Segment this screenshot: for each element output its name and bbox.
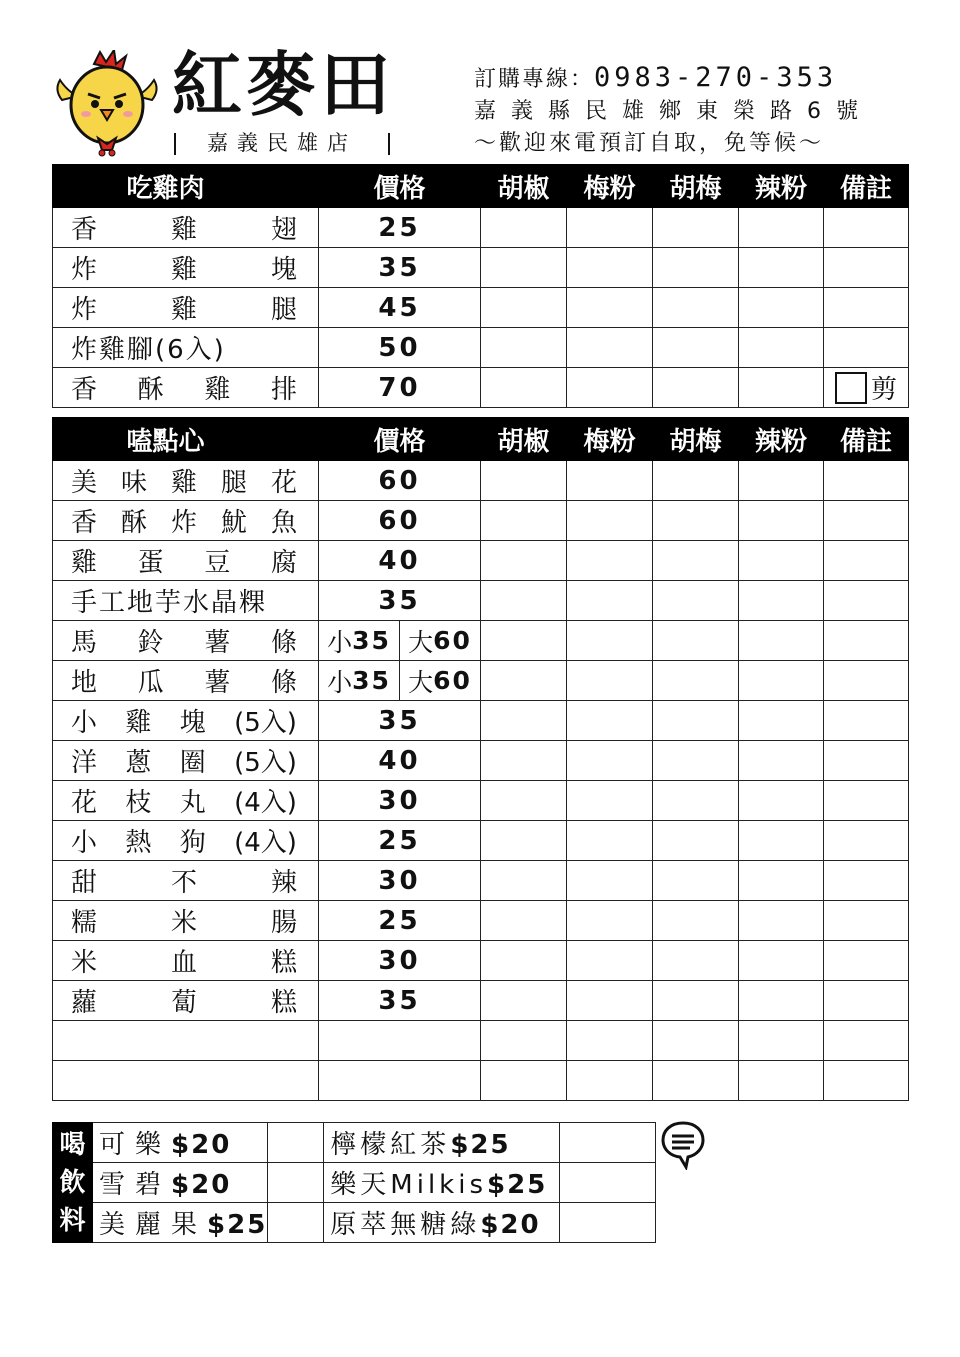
drink-price: $20 xyxy=(171,1130,232,1160)
item-name-cell xyxy=(53,248,319,288)
large-price-value: 60 xyxy=(433,626,472,655)
item-name: 雞 蛋 豆 腐 xyxy=(71,548,297,578)
small-price-value: 35 xyxy=(352,666,391,695)
snack-note-cell[interactable] xyxy=(824,941,909,981)
chicken-note-cell[interactable] xyxy=(824,328,909,368)
snack-note-cell[interactable] xyxy=(824,501,909,541)
snack-pepper-plum-cell[interactable] xyxy=(653,741,739,781)
snack-row xyxy=(53,861,909,901)
drink-qty-cell[interactable] xyxy=(560,1203,656,1243)
chicken-pepper-plum-cell[interactable] xyxy=(653,248,739,288)
item-price: 60 xyxy=(319,461,481,501)
chicken-header-price: 價格 xyxy=(319,165,481,208)
snack-pepper-plum-cell[interactable] xyxy=(653,701,739,741)
phone-number[interactable]: 0983-270-353 xyxy=(594,62,838,93)
chicken-plum-cell[interactable] xyxy=(567,208,653,248)
snack-plum-cell[interactable] xyxy=(567,861,653,901)
snack-pepper-plum-cell[interactable] xyxy=(653,781,739,821)
chicken-note-cell[interactable] xyxy=(824,248,909,288)
item-name-cell xyxy=(53,661,319,701)
large-price xyxy=(399,661,480,700)
blank-plum-cell[interactable] xyxy=(567,1021,653,1061)
chicken-row xyxy=(53,328,909,368)
blank-pepper-plum-cell[interactable] xyxy=(653,1021,739,1061)
snack-spicy-cell[interactable] xyxy=(739,581,824,621)
large-label: 大 xyxy=(408,627,434,657)
chicken-note-cell[interactable] xyxy=(824,368,909,408)
chicken-pepper-cell[interactable] xyxy=(481,368,567,408)
item-name-cell xyxy=(53,781,319,821)
snack-pepper-plum-cell[interactable] xyxy=(653,901,739,941)
chicken-mascot-icon xyxy=(52,50,162,160)
snack-plum-cell[interactable] xyxy=(567,461,653,501)
chicken-header-row xyxy=(53,165,909,208)
drinks-title-char: 喝 xyxy=(59,1129,86,1160)
snack-row xyxy=(53,821,909,861)
item-price: 70 xyxy=(319,368,481,408)
snack-spicy-cell[interactable] xyxy=(739,501,824,541)
snack-pepper-cell[interactable] xyxy=(481,861,567,901)
snack-note-cell[interactable] xyxy=(824,981,909,1021)
item-name: 炸雞腳(6入) xyxy=(71,335,226,365)
phone-label: 訂購專線： xyxy=(474,67,595,92)
item-name: 糯 米 腸 xyxy=(71,908,297,938)
item-price: 40 xyxy=(319,541,481,581)
snack-plum-cell[interactable] xyxy=(567,661,653,701)
item-name-cell xyxy=(53,861,319,901)
snack-note-cell[interactable] xyxy=(824,781,909,821)
chicken-pepper-cell[interactable] xyxy=(481,248,567,288)
snack-row xyxy=(53,621,909,661)
snack-pepper-cell[interactable] xyxy=(481,621,567,661)
snack-note-cell[interactable] xyxy=(824,861,909,901)
branch-name: 嘉義民雄店 xyxy=(172,128,392,158)
chicken-header-name: 吃雞肉 xyxy=(53,165,319,208)
drink-price: $20 xyxy=(171,1170,232,1200)
snack-spicy-cell[interactable] xyxy=(739,741,824,781)
snack-row xyxy=(53,941,909,981)
snack-pepper-cell[interactable] xyxy=(481,501,567,541)
snack-row xyxy=(53,541,909,581)
blank-name-cell[interactable] xyxy=(53,1021,319,1061)
snack-pepper-cell[interactable] xyxy=(481,741,567,781)
chicken-row xyxy=(53,248,909,288)
blank-row xyxy=(53,1021,909,1061)
snack-table xyxy=(52,417,909,1101)
snack-row xyxy=(53,781,909,821)
item-name: 馬 鈴 薯 條 xyxy=(71,628,297,658)
snack-spicy-cell[interactable] xyxy=(739,621,824,661)
item-name-cell xyxy=(53,461,319,501)
item-name-cell xyxy=(53,741,319,781)
item-name-cell xyxy=(53,501,319,541)
drink-item xyxy=(324,1163,560,1203)
snack-plum-cell[interactable] xyxy=(567,941,653,981)
snack-row xyxy=(53,981,909,1021)
chicken-pepper-plum-cell[interactable] xyxy=(653,208,739,248)
chicken-spicy-cell[interactable] xyxy=(739,208,824,248)
snack-plum-cell[interactable] xyxy=(567,781,653,821)
welcome-note: ～歡迎來電預訂自取，免等候～ xyxy=(474,131,825,156)
item-name-cell xyxy=(53,208,319,248)
snack-spicy-cell[interactable] xyxy=(739,821,824,861)
snack-pepper-plum-cell[interactable] xyxy=(653,541,739,581)
item-name-cell xyxy=(53,581,319,621)
drink-qty-cell[interactable] xyxy=(560,1123,656,1163)
snack-pepper-plum-cell[interactable] xyxy=(653,621,739,661)
item-name: 炸 雞 腿 xyxy=(71,295,297,325)
snack-pepper-plum-cell[interactable] xyxy=(653,581,739,621)
snack-header-pepper: 胡椒 xyxy=(481,418,567,461)
drink-item xyxy=(93,1203,268,1243)
blank-pepper-cell[interactable] xyxy=(481,1021,567,1061)
snack-pepper-cell[interactable] xyxy=(481,461,567,501)
chicken-row xyxy=(53,368,909,408)
drinks-table xyxy=(52,1122,656,1243)
snack-pepper-cell[interactable] xyxy=(481,541,567,581)
chicken-spicy-cell[interactable] xyxy=(739,368,824,408)
drink-item xyxy=(93,1123,268,1163)
item-price: 30 xyxy=(319,941,481,981)
snack-note-cell[interactable] xyxy=(824,621,909,661)
item-name-cell xyxy=(53,901,319,941)
item-name-cell xyxy=(53,981,319,1021)
item-name-cell xyxy=(53,821,319,861)
snack-header-row xyxy=(53,418,909,461)
drink-item xyxy=(324,1123,560,1163)
snack-pepper-cell[interactable] xyxy=(481,581,567,621)
chicken-plum-cell[interactable] xyxy=(567,288,653,328)
item-name: 蘿 蔔 糕 xyxy=(71,988,297,1018)
drink-qty-cell[interactable] xyxy=(560,1163,656,1203)
snack-pepper-plum-cell[interactable] xyxy=(653,461,739,501)
drink-row xyxy=(53,1203,656,1243)
snack-plum-cell[interactable] xyxy=(567,541,653,581)
snack-note-cell[interactable] xyxy=(824,901,909,941)
chicken-header-pepper: 胡椒 xyxy=(481,165,567,208)
drink-qty-cell[interactable] xyxy=(268,1163,324,1203)
snack-pepper-plum-cell[interactable] xyxy=(653,861,739,901)
drink-row xyxy=(53,1163,656,1203)
item-name-cell xyxy=(53,288,319,328)
snack-plum-cell[interactable] xyxy=(567,741,653,781)
chicken-pepper-plum-cell[interactable] xyxy=(653,368,739,408)
chicken-row xyxy=(53,288,909,328)
chicken-pepper-plum-cell[interactable] xyxy=(653,288,739,328)
snack-spicy-cell[interactable] xyxy=(739,701,824,741)
snack-note-cell[interactable] xyxy=(824,701,909,741)
phone-line xyxy=(474,62,898,96)
large-price xyxy=(399,621,480,660)
drink-name: 樂天Milkis xyxy=(330,1170,488,1200)
brand-name: 紅麥田 xyxy=(172,44,394,126)
item-name: 地 瓜 薯 條 xyxy=(71,668,297,698)
snack-pepper-cell[interactable] xyxy=(481,821,567,861)
chicken-pepper-cell[interactable] xyxy=(481,288,567,328)
snack-header-pepper-plum: 胡梅 xyxy=(653,418,739,461)
blank-name-cell[interactable] xyxy=(53,1061,319,1101)
snack-pepper-cell[interactable] xyxy=(481,701,567,741)
drink-qty-cell[interactable] xyxy=(268,1203,324,1243)
snack-pepper-cell[interactable] xyxy=(481,981,567,1021)
item-name: 香 雞 翅 xyxy=(71,215,297,245)
large-label: 大 xyxy=(408,667,434,697)
chicken-spicy-cell[interactable] xyxy=(739,248,824,288)
speech-bubble-icon xyxy=(660,1120,706,1170)
item-name-cell xyxy=(53,621,319,661)
snack-spicy-cell[interactable] xyxy=(739,461,824,501)
item-name: 香 酥 雞 排 xyxy=(71,375,297,405)
blank-note-cell[interactable] xyxy=(824,1061,909,1101)
item-price: 25 xyxy=(319,208,481,248)
drink-price: $25 xyxy=(487,1170,548,1200)
item-price: 25 xyxy=(319,821,481,861)
drink-name: 雪碧 xyxy=(99,1170,172,1200)
snack-row xyxy=(53,461,909,501)
snack-note-cell[interactable] xyxy=(824,581,909,621)
drink-name: 美麗果 xyxy=(99,1210,208,1240)
snack-plum-cell[interactable] xyxy=(567,821,653,861)
chicken-pepper-cell[interactable] xyxy=(481,208,567,248)
item-price: 35 xyxy=(319,701,481,741)
snack-pepper-cell[interactable] xyxy=(481,661,567,701)
item-name: 小 熱 狗 (4入) xyxy=(71,828,297,858)
item-price: 35 xyxy=(319,248,481,288)
chicken-table xyxy=(52,164,909,408)
snack-spicy-cell[interactable] xyxy=(739,941,824,981)
item-name: 花 枝 丸 (4入) xyxy=(71,788,297,818)
item-name: 手工地芋水晶粿 xyxy=(71,588,268,618)
snack-plum-cell[interactable] xyxy=(567,581,653,621)
snack-pepper-plum-cell[interactable] xyxy=(653,981,739,1021)
cut-option xyxy=(824,369,908,406)
snack-plum-cell[interactable] xyxy=(567,901,653,941)
item-price: 50 xyxy=(319,328,481,368)
snack-pepper-plum-cell[interactable] xyxy=(653,661,739,701)
chicken-header-spicy: 辣粉 xyxy=(739,165,824,208)
item-name-cell xyxy=(53,541,319,581)
item-name: 香 酥 炸 魷 魚 xyxy=(71,508,297,538)
snack-row xyxy=(53,661,909,701)
snack-note-cell[interactable] xyxy=(824,821,909,861)
drinks-title xyxy=(53,1123,93,1243)
item-name: 炸 雞 塊 xyxy=(71,255,297,285)
chicken-note-cell[interactable] xyxy=(824,208,909,248)
item-price: 25 xyxy=(319,901,481,941)
drink-name: 可樂 xyxy=(99,1130,172,1160)
drink-qty-cell[interactable] xyxy=(268,1123,324,1163)
snack-row xyxy=(53,581,909,621)
snack-spicy-cell[interactable] xyxy=(739,541,824,581)
small-price-value: 35 xyxy=(352,626,391,655)
drink-price: $20 xyxy=(480,1210,541,1240)
blank-pepper-plum-cell[interactable] xyxy=(653,1061,739,1101)
store-info xyxy=(474,62,898,160)
drinks-title-char: 料 xyxy=(59,1205,86,1236)
snack-header-spicy: 辣粉 xyxy=(739,418,824,461)
drink-row xyxy=(53,1123,656,1163)
chicken-pepper-plum-cell[interactable] xyxy=(653,328,739,368)
snack-note-cell[interactable] xyxy=(824,541,909,581)
snack-header-price: 價格 xyxy=(319,418,481,461)
snack-plum-cell[interactable] xyxy=(567,701,653,741)
item-name-cell xyxy=(53,701,319,741)
drink-price: $25 xyxy=(450,1130,511,1160)
snack-note-cell[interactable] xyxy=(824,461,909,501)
blank-row xyxy=(53,1061,909,1101)
chicken-plum-cell[interactable] xyxy=(567,248,653,288)
blank-spicy-cell[interactable] xyxy=(739,1061,824,1101)
chicken-plum-cell[interactable] xyxy=(567,368,653,408)
small-label: 小 xyxy=(327,627,353,657)
item-price: 30 xyxy=(319,861,481,901)
snack-row xyxy=(53,741,909,781)
item-name-cell xyxy=(53,368,319,408)
snack-spicy-cell[interactable] xyxy=(739,901,824,941)
snack-spicy-cell[interactable] xyxy=(739,781,824,821)
chicken-plum-cell[interactable] xyxy=(567,328,653,368)
snack-plum-cell[interactable] xyxy=(567,501,653,541)
chicken-row xyxy=(53,208,909,248)
drink-name: 檸檬紅茶 xyxy=(330,1130,451,1160)
small-price xyxy=(319,661,399,700)
snack-spicy-cell[interactable] xyxy=(739,661,824,701)
item-name-cell xyxy=(53,328,319,368)
chicken-spicy-cell[interactable] xyxy=(739,288,824,328)
snack-note-cell[interactable] xyxy=(824,741,909,781)
blank-plum-cell[interactable] xyxy=(567,1061,653,1101)
chicken-header-pepper-plum: 胡梅 xyxy=(653,165,739,208)
size-price-cell xyxy=(319,621,481,661)
blank-pepper-cell[interactable] xyxy=(481,1061,567,1101)
item-name: 甜 不 辣 xyxy=(71,868,297,898)
item-name: 洋 蔥 圈 (5入) xyxy=(71,748,297,778)
item-price: 40 xyxy=(319,741,481,781)
item-price: 45 xyxy=(319,288,481,328)
snack-pepper-cell[interactable] xyxy=(481,781,567,821)
snack-spicy-cell[interactable] xyxy=(739,981,824,1021)
item-name-cell xyxy=(53,941,319,981)
item-name: 小 雞 塊 (5入) xyxy=(71,708,297,738)
drink-item xyxy=(324,1203,560,1243)
large-price-value: 60 xyxy=(433,666,472,695)
snack-row xyxy=(53,701,909,741)
blank-note-cell[interactable] xyxy=(824,1021,909,1061)
item-price: 60 xyxy=(319,501,481,541)
snack-spicy-cell[interactable] xyxy=(739,861,824,901)
snack-plum-cell[interactable] xyxy=(567,981,653,1021)
cut-label: 剪 xyxy=(870,375,897,405)
small-price xyxy=(319,621,399,660)
drinks-title-char: 飲 xyxy=(59,1167,86,1198)
snack-pepper-plum-cell[interactable] xyxy=(653,821,739,861)
drink-name: 原萃無糖綠 xyxy=(330,1210,481,1240)
item-name: 美 味 雞 腿 花 xyxy=(71,468,297,498)
blank-spicy-cell[interactable] xyxy=(739,1021,824,1061)
snack-pepper-plum-cell[interactable] xyxy=(653,501,739,541)
snack-note-cell[interactable] xyxy=(824,661,909,701)
chicken-header-note: 備註 xyxy=(824,165,909,208)
item-name: 米 血 糕 xyxy=(71,948,297,978)
item-price: 35 xyxy=(319,581,481,621)
address: 嘉義縣民雄鄉東榮路6號 xyxy=(474,99,873,124)
snack-row xyxy=(53,901,909,941)
snack-header-plum: 梅粉 xyxy=(567,418,653,461)
blank-price-cell[interactable] xyxy=(319,1021,481,1061)
chicken-spicy-cell[interactable] xyxy=(739,328,824,368)
chicken-pepper-cell[interactable] xyxy=(481,328,567,368)
cut-checkbox[interactable] xyxy=(835,372,867,404)
snack-row xyxy=(53,501,909,541)
drink-price: $25 xyxy=(207,1210,268,1240)
chicken-header-plum: 梅粉 xyxy=(567,165,653,208)
item-price: 35 xyxy=(319,981,481,1021)
snack-plum-cell[interactable] xyxy=(567,621,653,661)
snack-pepper-plum-cell[interactable] xyxy=(653,941,739,981)
blank-price-cell[interactable] xyxy=(319,1061,481,1101)
small-label: 小 xyxy=(327,667,353,697)
snack-pepper-cell[interactable] xyxy=(481,901,567,941)
snack-header-name: 嗑點心 xyxy=(53,418,319,461)
snack-pepper-cell[interactable] xyxy=(481,941,567,981)
drink-item xyxy=(93,1163,268,1203)
snack-header-note: 備註 xyxy=(824,418,909,461)
chicken-note-cell[interactable] xyxy=(824,288,909,328)
size-price-cell xyxy=(319,661,481,701)
item-price: 30 xyxy=(319,781,481,821)
